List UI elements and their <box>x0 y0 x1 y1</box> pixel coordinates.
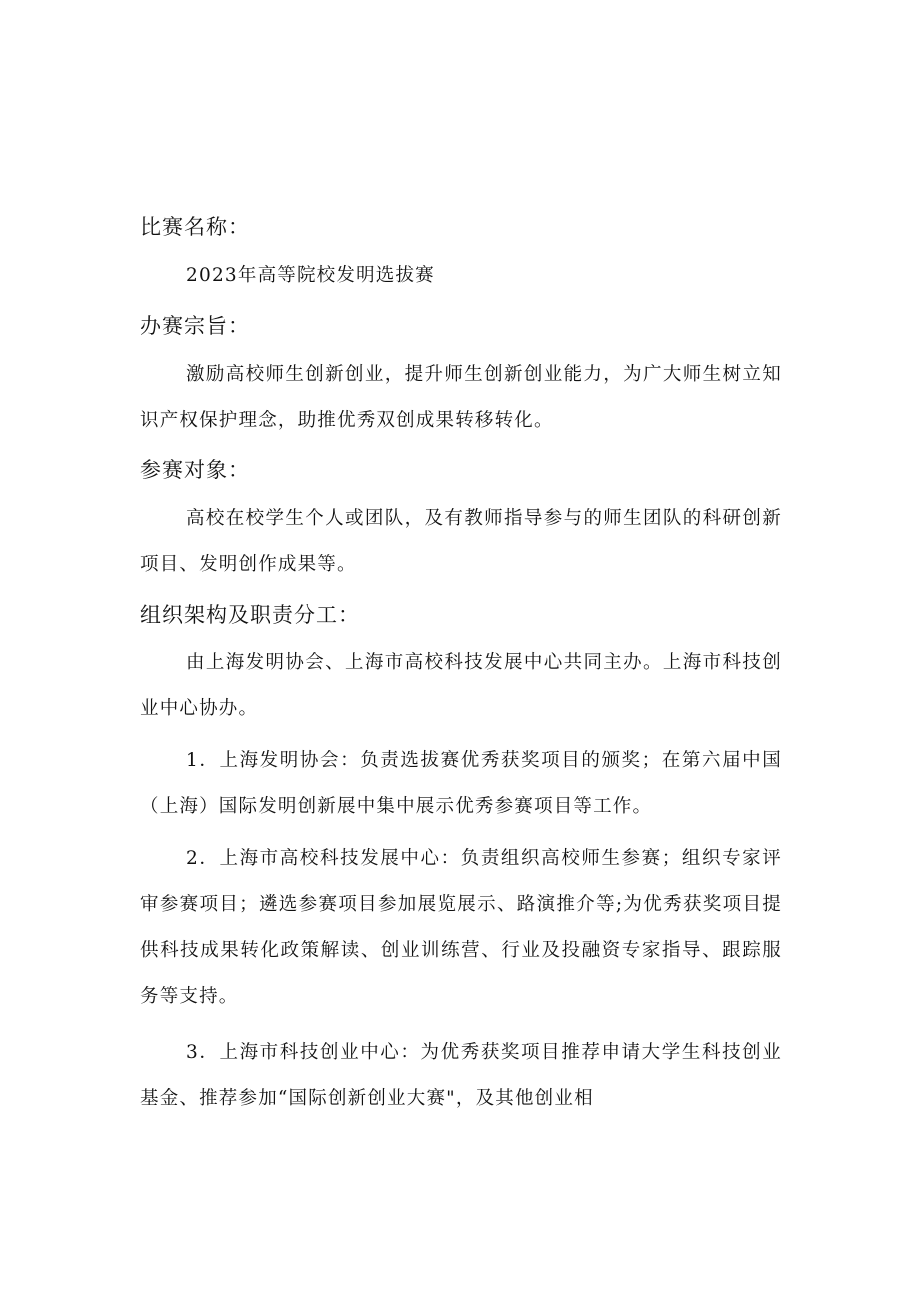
section-heading-purpose: 办赛宗旨： <box>140 314 250 338</box>
paragraph-duty-3: 3．上海市科技创业中心：为优秀获奖项目推荐申请大学生科技创业基金、推荐参加“国际创新创业大赛"，及其他创业相 <box>140 1042 782 1109</box>
paragraph-participants: 高校在校学生个人或团队，及有教师指导参与的师生团队的科研创新项目、发明创作成果等。 <box>140 508 782 575</box>
section-heading-organization: 组织架构及职责分工： <box>140 603 360 627</box>
paragraph-duty-2: 2．上海市高校科技发展中心：负责组织高校师生参赛；组织专家评审参赛项目；遴选参赛项目参加展览展示、路演推介等;为优秀获奖项目提供科技成果转化政策解读、创业训练营、行业及投融资专家指导、跟踪服务等支持。 <box>140 848 782 1007</box>
paragraph-competition-name: 2023年高等院校发明选拔赛 <box>186 265 435 286</box>
paragraph-organizers: 由上海发明协会、上海市高校科技发展中心共同主办。上海市科技创业中心协办。 <box>140 652 782 719</box>
paragraph-duty-1: 1．上海发明协会：负责选拔赛优秀获奖项目的颁奖；在第六届中国（上海）国际发明创新展中集中展示优秀参赛项目等工作。 <box>140 750 782 817</box>
section-heading-participants: 参赛对象： <box>140 458 250 482</box>
section-heading-competition-name: 比赛名称： <box>140 215 250 239</box>
paragraph-purpose: 激励高校师生创新创业，提升师生创新创业能力，为广大师生树立知识产权保护理念，助推优秀双创成果转移转化。 <box>140 364 782 431</box>
